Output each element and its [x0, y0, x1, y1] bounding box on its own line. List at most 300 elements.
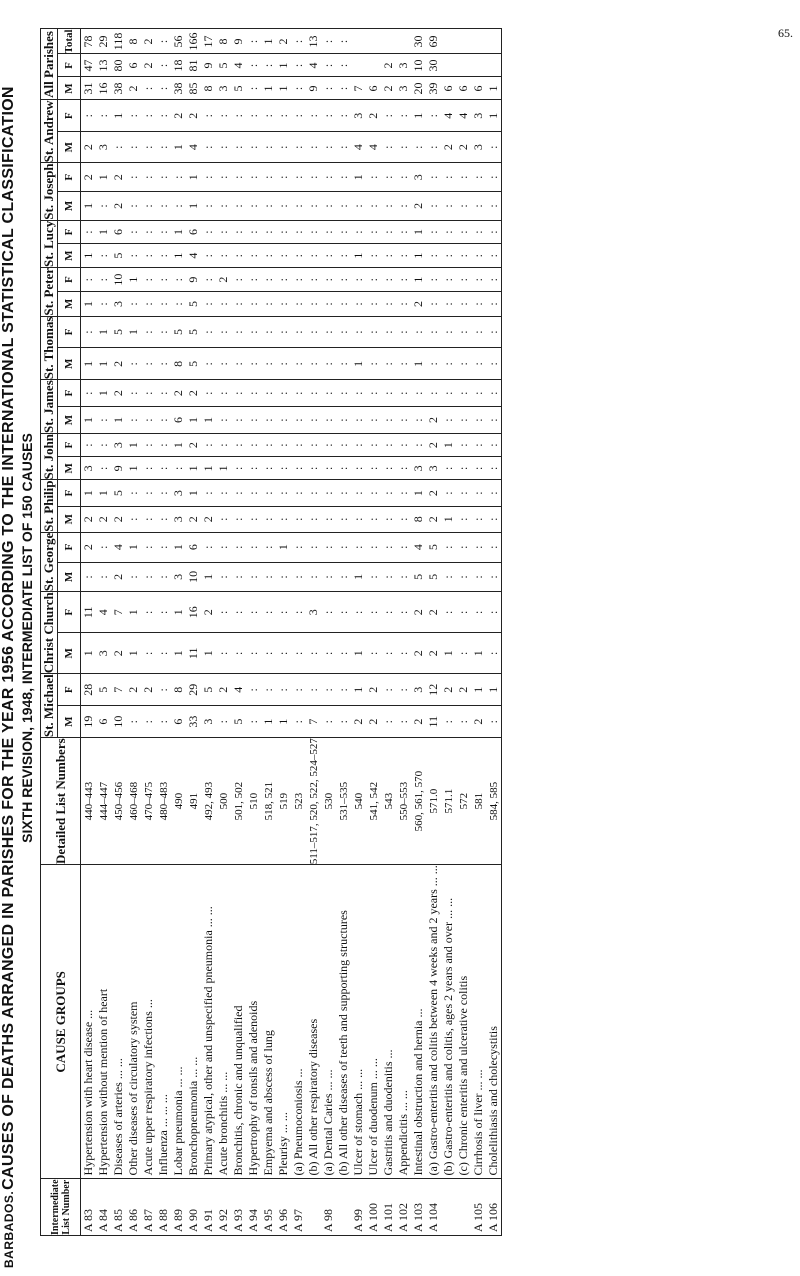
sex-header: M — [58, 348, 81, 380]
value-cell: : — [336, 480, 351, 506]
detailed-list-cell: 500 — [216, 738, 231, 865]
table-row — [216, 29, 231, 1236]
value-cell: : — [336, 192, 351, 221]
value-cell: : — [336, 706, 351, 738]
value-cell: : — [306, 163, 321, 192]
value-cell: : — [396, 192, 411, 221]
value-cell: 16 — [96, 77, 111, 100]
value-cell: 2 — [111, 633, 126, 674]
value-cell: : — [261, 592, 276, 633]
value-cell: : — [141, 267, 156, 291]
value-cell: 12 — [426, 674, 441, 706]
value-cell: : — [336, 348, 351, 380]
sex-header: M — [58, 562, 81, 592]
value-cell: 9 — [186, 267, 201, 291]
list-number-cell: A 98 — [321, 1179, 336, 1236]
value-cell: 18 — [171, 54, 186, 77]
value-cell: 1 — [276, 54, 291, 77]
cause-cell: Empyema and abscess of lung — [261, 865, 276, 1179]
value-cell: : — [351, 316, 366, 348]
value-cell: : — [291, 348, 306, 380]
value-cell: : — [81, 380, 97, 407]
value-cell: 4 — [366, 131, 381, 162]
value-cell: : — [276, 316, 291, 348]
value-cell: : — [456, 457, 471, 480]
value-cell: 5 — [216, 54, 231, 77]
value-cell: : — [96, 192, 111, 221]
value-cell: : — [201, 267, 216, 291]
value-cell: : — [276, 380, 291, 407]
value-cell: 5 — [111, 316, 126, 348]
value-cell: : — [246, 706, 261, 738]
value-cell: : — [396, 433, 411, 456]
value-cell: : — [396, 244, 411, 268]
value-cell: : — [216, 433, 231, 456]
cause-cell: (c) Chronic enteritis and ulcerative colitis — [456, 865, 471, 1179]
value-cell: 3 — [411, 457, 426, 480]
table-row — [381, 29, 396, 1236]
page-title: CAUSES OF DEATHS ARRANGED IN PARISHES FOR THE YEAR 1956 ACCORDING TO THE INTERNATIONAL STATISTICAL CLASSIFICATION — [0, 86, 17, 1190]
value-cell: 1 — [276, 706, 291, 738]
value-cell: 2 — [426, 633, 441, 674]
total-cell: : — [156, 29, 171, 54]
value-cell: : — [156, 633, 171, 674]
value-cell: 1 — [96, 380, 111, 407]
value-cell: : — [471, 192, 486, 221]
list-number-cell: A 105 — [471, 1179, 486, 1236]
value-cell: : — [261, 506, 276, 532]
value-cell: 5 — [186, 316, 201, 348]
value-cell: 6 — [171, 706, 186, 738]
total-cell: 78 — [81, 29, 97, 54]
value-cell: : — [456, 348, 471, 380]
value-cell: 5 — [111, 480, 126, 506]
value-cell: 3 — [171, 562, 186, 592]
sex-header: M — [58, 292, 81, 316]
value-cell: : — [456, 220, 471, 244]
value-cell: : — [291, 633, 306, 674]
value-cell: : — [441, 592, 456, 633]
value-cell: : — [156, 592, 171, 633]
value-cell: : — [216, 480, 231, 506]
value-cell: : — [216, 506, 231, 532]
sex-header: F — [58, 54, 81, 77]
detailed-list-cell: 511–517, 520, 522, 524–527 — [307, 738, 320, 865]
value-cell: : — [351, 220, 366, 244]
value-cell: 4 — [111, 532, 126, 562]
value-cell: : — [321, 163, 336, 192]
value-cell: : — [156, 244, 171, 268]
value-cell: : — [456, 506, 471, 532]
value-cell: : — [291, 433, 306, 456]
value-cell: : — [321, 407, 336, 434]
value-cell: 10 — [411, 54, 426, 77]
value-cell: 1 — [471, 674, 486, 706]
value-cell: 3 — [216, 77, 231, 100]
value-cell: 6 — [366, 77, 381, 100]
value-cell: : — [291, 506, 306, 532]
value-cell: : — [81, 433, 97, 456]
value-cell: : — [381, 244, 396, 268]
value-cell: 1 — [126, 316, 141, 348]
total-cell — [471, 29, 486, 54]
value-cell: : — [396, 592, 411, 633]
value-cell: : — [366, 506, 381, 532]
value-cell: : — [231, 457, 246, 480]
value-cell: 1 — [486, 77, 502, 100]
value-cell: : — [441, 163, 456, 192]
value-cell: : — [231, 348, 246, 380]
value-cell: : — [321, 100, 336, 131]
value-cell: 3 — [111, 292, 126, 316]
detailed-list-header: Detailed List Numbers — [41, 738, 81, 865]
table-row — [81, 29, 97, 1236]
value-cell: : — [246, 292, 261, 316]
value-cell: : — [366, 592, 381, 633]
value-cell: 2 — [366, 706, 381, 738]
value-cell: 3 — [171, 480, 186, 506]
value-cell: 1 — [81, 192, 97, 221]
total-cell: 29 — [96, 29, 111, 54]
value-cell: : — [426, 100, 441, 131]
value-cell: 85 — [186, 77, 201, 100]
value-cell: : — [366, 407, 381, 434]
value-cell: 2 — [201, 592, 216, 633]
value-cell: : — [261, 100, 276, 131]
value-cell: : — [156, 433, 171, 456]
value-cell: : — [96, 457, 111, 480]
value-cell: : — [321, 480, 336, 506]
value-cell: : — [141, 532, 156, 562]
value-cell: 2 — [141, 674, 156, 706]
cause-cell: Appendicitis ... ... — [396, 865, 411, 1179]
value-cell: : — [336, 292, 351, 316]
sex-header: M — [58, 457, 81, 480]
value-cell: : — [141, 316, 156, 348]
value-cell: : — [231, 633, 246, 674]
value-cell: : — [201, 244, 216, 268]
value-cell: : — [486, 292, 502, 316]
value-cell: : — [321, 77, 336, 100]
value-cell: : — [411, 131, 426, 162]
value-cell: : — [231, 292, 246, 316]
value-cell: 4 — [231, 674, 246, 706]
sex-header: F — [58, 532, 81, 562]
value-cell: : — [456, 192, 471, 221]
value-cell: : — [471, 220, 486, 244]
value-cell: : — [486, 316, 502, 348]
value-cell: : — [246, 457, 261, 480]
total-cell — [381, 29, 396, 54]
value-cell: : — [126, 244, 141, 268]
value-cell: : — [261, 407, 276, 434]
value-cell: : — [261, 348, 276, 380]
cause-cell: (a) Gastro-enteritis and colitis between 4 weeks and 2 years ... ... — [426, 865, 441, 1179]
value-cell: 28 — [81, 674, 97, 706]
value-cell: 1 — [126, 592, 141, 633]
total-cell: 56 — [171, 29, 186, 54]
value-cell: 2 — [81, 131, 97, 162]
value-cell: : — [486, 506, 502, 532]
value-cell: : — [81, 316, 97, 348]
value-cell: : — [126, 348, 141, 380]
value-cell: 1 — [96, 316, 111, 348]
value-cell: : — [366, 220, 381, 244]
parish-header: St. George — [41, 532, 56, 592]
page-subtitle: SIXTH REVISION, 1948, INTERMEDIATE LIST OF 150 CAUSES — [19, 433, 35, 843]
value-cell: : — [156, 292, 171, 316]
value-cell: 1 — [171, 131, 186, 162]
value-cell: : — [141, 562, 156, 592]
sex-header: F — [58, 100, 81, 131]
detailed-list-cell: 501, 502 — [231, 738, 246, 865]
value-cell: 5 — [96, 674, 111, 706]
value-cell: : — [276, 292, 291, 316]
value-cell: : — [291, 54, 306, 77]
value-cell: : — [291, 131, 306, 162]
sex-header: F — [58, 592, 81, 633]
value-cell: 4 — [351, 131, 366, 162]
cause-cell: Gastritis and duodenitis ... — [381, 865, 396, 1179]
value-cell: 2 — [411, 292, 426, 316]
value-cell: : — [291, 77, 306, 100]
value-cell: : — [141, 292, 156, 316]
value-cell: : — [321, 706, 336, 738]
value-cell: : — [381, 480, 396, 506]
value-cell: 2 — [81, 163, 97, 192]
value-cell: 11 — [81, 592, 97, 633]
value-cell: : — [291, 292, 306, 316]
parish-header: St. Peter — [41, 267, 56, 316]
value-cell — [456, 54, 471, 77]
value-cell: : — [216, 348, 231, 380]
value-cell: 2 — [456, 674, 471, 706]
value-cell: : — [396, 267, 411, 291]
parish-header: St. James — [41, 380, 56, 433]
value-cell: : — [246, 633, 261, 674]
parish-header: All Parishes — [41, 29, 58, 100]
value-cell: : — [471, 163, 486, 192]
value-cell: : — [471, 562, 486, 592]
total-cell: 13 — [306, 29, 321, 54]
value-cell: : — [261, 131, 276, 162]
value-cell: : — [486, 433, 502, 456]
parish-header: St. Thomas — [41, 316, 56, 380]
value-cell: : — [426, 316, 441, 348]
value-cell: 19 — [81, 706, 97, 738]
value-cell: : — [201, 316, 216, 348]
detailed-list-cell: 450–456 — [111, 738, 126, 865]
detailed-list-cell: 550–553 — [396, 738, 411, 865]
value-cell: : — [156, 480, 171, 506]
table-row — [471, 29, 486, 1236]
cause-cell: Influenza ... ... ... — [156, 865, 171, 1179]
value-cell: 1 — [111, 407, 126, 434]
total-cell: : — [246, 29, 261, 54]
value-cell: : — [351, 292, 366, 316]
value-cell — [486, 54, 502, 77]
value-cell: : — [306, 380, 321, 407]
value-cell: 1 — [126, 433, 141, 456]
value-cell: : — [156, 407, 171, 434]
value-cell: : — [471, 532, 486, 562]
list-number-cell: A 84 — [96, 1179, 111, 1236]
value-cell: : — [246, 220, 261, 244]
value-cell: : — [336, 220, 351, 244]
table-row — [291, 29, 306, 1236]
value-cell: : — [486, 163, 502, 192]
value-cell: 2 — [171, 100, 186, 131]
value-cell: : — [141, 480, 156, 506]
value-cell: 2 — [216, 674, 231, 706]
value-cell: : — [261, 267, 276, 291]
value-cell: : — [456, 633, 471, 674]
value-cell: : — [126, 192, 141, 221]
parish-header: St. Lucy — [41, 220, 56, 267]
value-cell: : — [336, 532, 351, 562]
value-cell: 1 — [96, 220, 111, 244]
value-cell: 1 — [441, 633, 456, 674]
value-cell: 3 — [396, 77, 411, 100]
detailed-list-cell: 480–483 — [156, 738, 171, 865]
value-cell: : — [486, 407, 502, 434]
value-cell: 11 — [426, 706, 441, 738]
value-cell: : — [471, 457, 486, 480]
value-cell: 4 — [456, 100, 471, 131]
value-cell: : — [441, 532, 456, 562]
sex-header: F — [58, 480, 81, 506]
value-cell: : — [96, 244, 111, 268]
value-cell: 13 — [96, 54, 111, 77]
detailed-list-cell: 470–475 — [141, 738, 156, 865]
detailed-list-cell: 543 — [381, 738, 396, 865]
value-cell: 2 — [411, 633, 426, 674]
detailed-list-cell: 510 — [246, 738, 261, 865]
value-cell: : — [141, 407, 156, 434]
value-cell: : — [486, 348, 502, 380]
value-cell: 38 — [111, 77, 126, 100]
value-cell: : — [201, 100, 216, 131]
value-cell: 2 — [96, 506, 111, 532]
list-number-cell — [336, 1179, 351, 1236]
value-cell: 5 — [426, 562, 441, 592]
value-cell: : — [291, 706, 306, 738]
value-cell: : — [426, 131, 441, 162]
value-cell: 9 — [201, 54, 216, 77]
table-row — [486, 29, 502, 1236]
value-cell: 10 — [111, 267, 126, 291]
value-cell: : — [141, 433, 156, 456]
value-cell: : — [441, 380, 456, 407]
sex-header: M — [58, 633, 81, 674]
value-cell: : — [336, 562, 351, 592]
value-cell: : — [246, 348, 261, 380]
parish-header: Christ Church — [41, 592, 56, 674]
value-cell: : — [231, 316, 246, 348]
table-row — [351, 29, 366, 1236]
value-cell: : — [366, 267, 381, 291]
value-cell: 3 — [81, 457, 97, 480]
value-cell: : — [366, 532, 381, 562]
value-cell: : — [381, 380, 396, 407]
cause-cell: Diseases of arteries ... ... — [111, 865, 126, 1179]
deaths-table — [40, 28, 502, 1236]
value-cell: 4 — [231, 54, 246, 77]
value-cell: : — [396, 532, 411, 562]
value-cell: 1 — [186, 192, 201, 221]
value-cell: : — [291, 316, 306, 348]
value-cell: 2 — [381, 77, 396, 100]
table-body — [81, 29, 502, 1236]
value-cell: : — [366, 348, 381, 380]
value-cell: : — [456, 706, 471, 738]
value-cell: : — [156, 163, 171, 192]
value-cell: : — [126, 163, 141, 192]
value-cell: : — [156, 380, 171, 407]
total-cell: : — [291, 29, 306, 54]
value-cell: 1 — [96, 348, 111, 380]
value-cell: : — [276, 192, 291, 221]
total-cell: 69 — [426, 29, 441, 54]
value-cell: : — [441, 316, 456, 348]
value-cell: : — [96, 562, 111, 592]
value-cell: : — [396, 163, 411, 192]
value-cell: 1 — [81, 292, 97, 316]
value-cell: 8 — [201, 77, 216, 100]
value-cell: 3 — [471, 100, 486, 131]
cause-cell: Ulcer of duodenum ... ... — [366, 865, 381, 1179]
value-cell: : — [321, 457, 336, 480]
value-cell: : — [231, 192, 246, 221]
cause-cell: Ulcer of stomach ... ... — [351, 865, 366, 1179]
table-row — [201, 29, 216, 1236]
value-cell: : — [396, 292, 411, 316]
list-number-cell: A 101 — [381, 1179, 396, 1236]
value-cell: 16 — [186, 592, 201, 633]
value-cell: : — [336, 457, 351, 480]
value-cell: : — [381, 192, 396, 221]
value-cell: : — [156, 54, 171, 77]
value-cell: : — [351, 267, 366, 291]
detailed-list-cell: 519 — [276, 738, 291, 865]
value-cell: : — [141, 163, 156, 192]
cause-cell: Acute upper respiratory infections ... — [141, 865, 156, 1179]
value-cell: : — [351, 380, 366, 407]
value-cell: 2 — [441, 674, 456, 706]
value-cell: : — [456, 380, 471, 407]
value-cell: 1 — [126, 457, 141, 480]
value-cell: : — [231, 380, 246, 407]
value-cell: : — [156, 706, 171, 738]
value-cell: 2 — [126, 77, 141, 100]
header-row-parishes — [41, 29, 58, 1236]
value-cell: : — [291, 407, 306, 434]
sex-header: M — [58, 706, 81, 738]
value-cell: : — [366, 316, 381, 348]
value-cell: 8 — [171, 348, 186, 380]
detailed-list-cell: 440–443 — [81, 738, 97, 865]
value-cell: : — [366, 633, 381, 674]
value-cell: 1 — [186, 457, 201, 480]
value-cell: : — [381, 457, 396, 480]
value-cell: : — [261, 292, 276, 316]
value-cell: 2 — [111, 348, 126, 380]
value-cell: 1 — [261, 706, 276, 738]
value-cell: : — [486, 532, 502, 562]
value-cell: : — [366, 562, 381, 592]
value-cell: : — [96, 532, 111, 562]
value-cell: 2 — [126, 674, 141, 706]
